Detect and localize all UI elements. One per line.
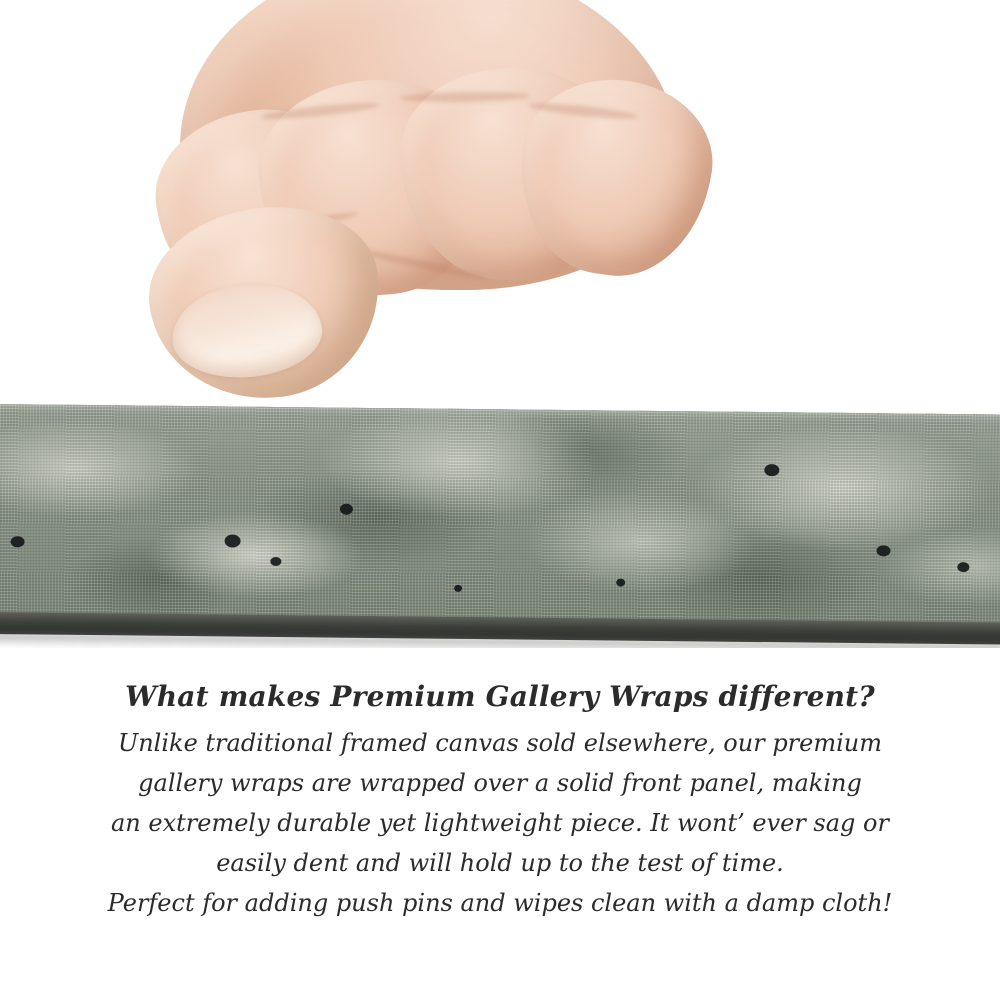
canvas-speck (11, 536, 25, 547)
caption-block (0, 680, 1000, 923)
canvas-speck (764, 464, 779, 476)
canvas-speck (340, 504, 353, 515)
caption-line: easily dent and will hold up to the test of time. (216, 849, 784, 877)
canvas-speck (616, 579, 625, 587)
caption-line: Perfect for adding push pins and wipes clean with a damp cloth! (107, 889, 893, 917)
canvas-speck (957, 562, 969, 572)
gallery-wrap-canvas (0, 404, 1000, 648)
caption-line: gallery wraps are wrapped over a solid front panel, making (138, 769, 862, 797)
canvas-speck (876, 545, 890, 556)
canvas-speck (270, 557, 281, 566)
canvas-print-surface (0, 404, 1000, 627)
canvas-speck (225, 534, 241, 547)
caption-line: Unlike traditional framed canvas sold elsewhere, our premium (117, 729, 882, 757)
caption-line: an extremely durable yet lightweight piece. It wont’ ever sag or (111, 809, 889, 837)
canvas-speck (454, 585, 462, 592)
caption-title: What makes Premium Gallery Wraps different? (125, 680, 875, 713)
hand-illustration (150, 0, 710, 430)
